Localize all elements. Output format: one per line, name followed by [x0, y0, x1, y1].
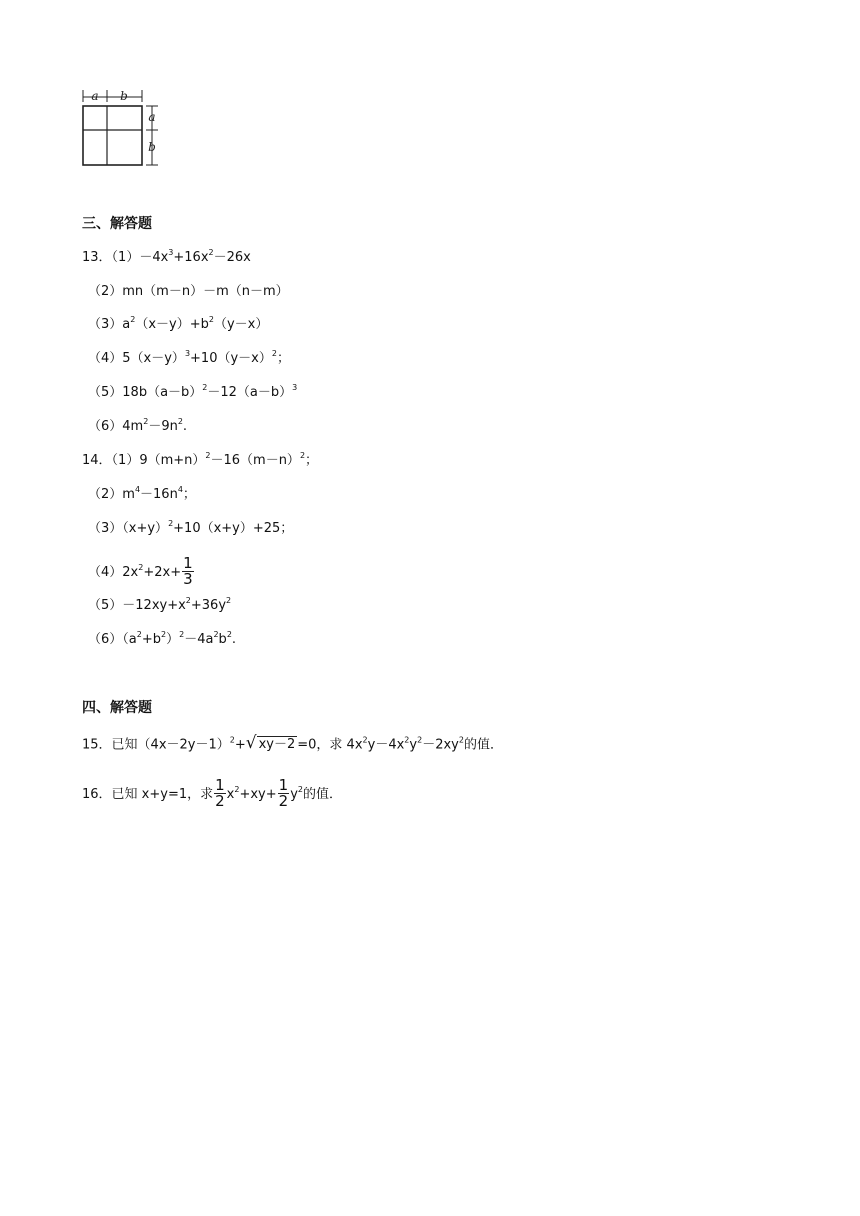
- q14-part1: 14．$(1)9(m+n)^2-16(m-n)^2$；: [82, 451, 319, 468]
- label-b-top: b: [120, 89, 128, 103]
- fraction-one-third: $\frac{1}{3}$: [183, 554, 193, 588]
- q14-part5: $(5)-12xy+x^2+36y^2$: [88, 596, 232, 613]
- section-title-3: 三、解答题: [82, 216, 152, 232]
- q14-part6: $(6)(a^2+b^2)^2-4a^2b^2$.: [88, 630, 237, 647]
- q13-part4: $(4)5(x-y)^3+10(y-x)^2$；: [88, 349, 290, 366]
- fraction-one-half-b: $\frac{1}{2}$: [278, 776, 289, 810]
- label-a-side: a: [148, 110, 156, 124]
- q13-part1: 13．$(1)-4x^3+16x^2-26x$: [82, 248, 251, 265]
- label-b-side: b: [148, 140, 156, 154]
- square-root: √ xy－2: [245, 733, 296, 753]
- label-a-top: a: [91, 89, 99, 103]
- q14-part2: $(2)m^4-16n^4$；: [88, 485, 196, 502]
- q15-line: 15．已知$(4x-2y-1)^2+√$ xy－2 =0，求 $4x^2y-4x^2y^2-2xy^2$的值．: [82, 734, 503, 757]
- q14-part3: $(3)(x+y)^2+10(x+y)+25$；: [88, 519, 294, 536]
- q13-part3: $(3)a^2(x-y)+b^2(y-x)$: [88, 315, 269, 332]
- q13-part5: $(5)18b(a-b)^2-12(a-b)^3$: [88, 383, 298, 400]
- q13-part6: $(6)4m^2-9n^2$.: [88, 417, 188, 434]
- q14-part4: $(4)2x^2+2x+$ $\frac{1}{3}$: [88, 554, 193, 588]
- fraction-one-half-a: $\frac{1}{2}$: [215, 776, 225, 810]
- section-title-4: 四、解答题: [82, 700, 152, 716]
- q16-line: 16．已知 x+y=1，求 $\frac{1}{2}$ $x^2+xy+$ $\frac{1}{2}$ $y^2$的值．: [82, 776, 342, 810]
- q13-part2: （2）mn（m－n）－m（n－m）: [88, 284, 289, 299]
- square-partition-figure: [80, 88, 162, 168]
